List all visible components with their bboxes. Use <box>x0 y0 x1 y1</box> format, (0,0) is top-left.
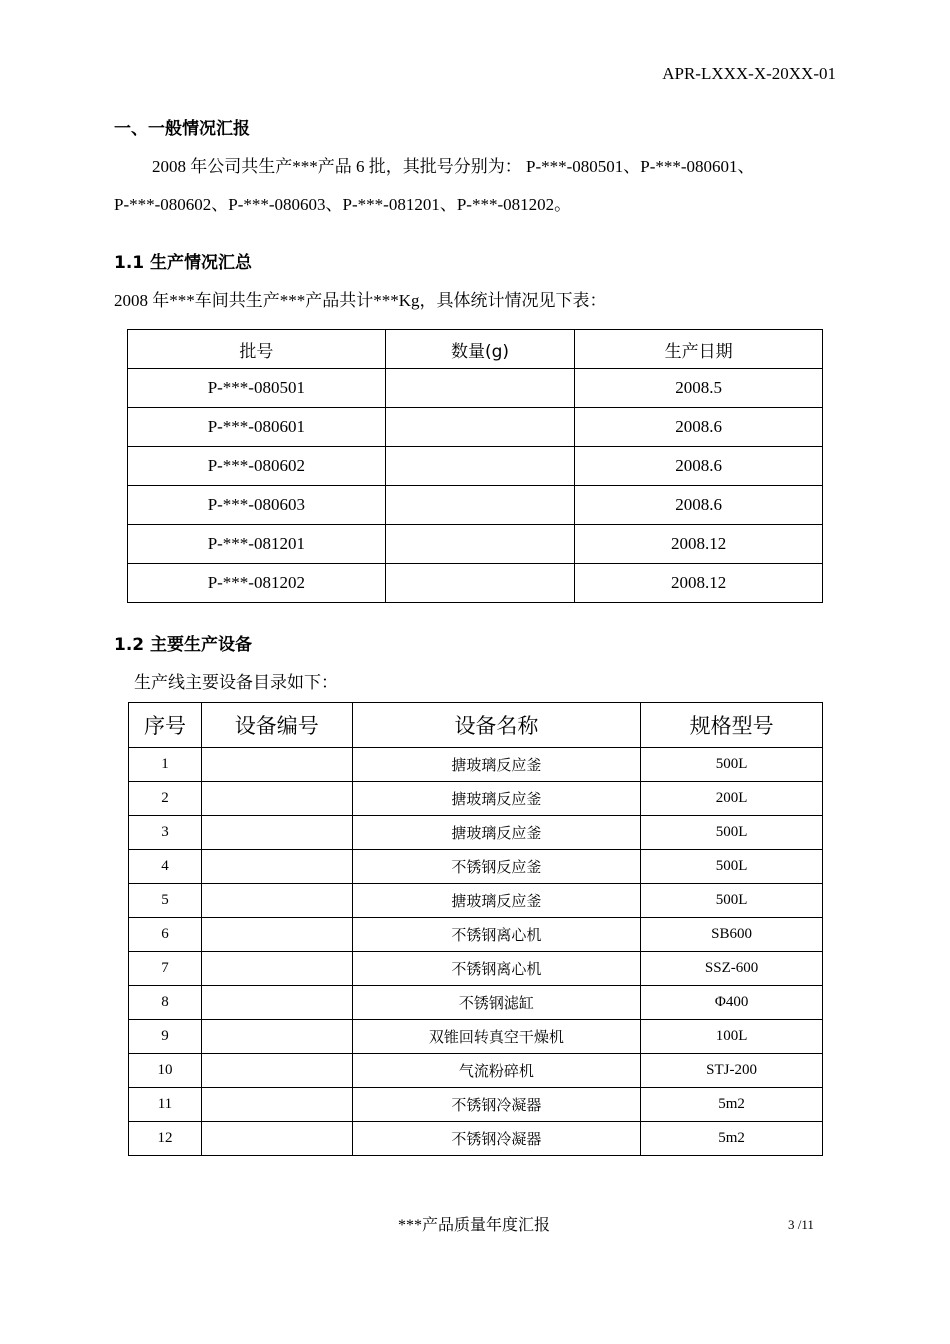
column-header-production-date: 生产日期 <box>575 330 823 369</box>
equipment-name-cell: 搪玻璃反应釜 <box>352 748 641 782</box>
equipment-intro: 生产线主要设备目录如下： <box>134 673 338 692</box>
equipment-table <box>128 702 823 1156</box>
batch-no-cell: P-***-080601 <box>128 408 386 447</box>
equipment-table-row <box>129 986 823 1020</box>
quantity-cell <box>385 564 575 603</box>
seq-cell: 12 <box>129 1122 202 1156</box>
model-spec-cell: 200L <box>641 782 823 816</box>
model-spec-cell: STJ-200 <box>641 1054 823 1088</box>
equipment-name-cell: 不锈钢离心机 <box>352 952 641 986</box>
equipment-code-cell <box>201 816 352 850</box>
equipment-code-cell <box>201 1054 352 1088</box>
production-date-cell: 2008.12 <box>575 564 823 603</box>
model-spec-cell: 500L <box>641 884 823 918</box>
equipment-table-row <box>129 1020 823 1054</box>
production-date-cell: 2008.6 <box>575 447 823 486</box>
equipment-code-cell <box>201 1020 352 1054</box>
equipment-code-cell <box>201 748 352 782</box>
production-date-cell: 2008.5 <box>575 369 823 408</box>
equipment-code-cell <box>201 1122 352 1156</box>
equipment-name-cell: 双锥回转真空干燥机 <box>352 1020 641 1054</box>
production-date-cell: 2008.6 <box>575 408 823 447</box>
equipment-table-header <box>129 703 823 748</box>
seq-cell: 4 <box>129 850 202 884</box>
model-spec-cell: 500L <box>641 850 823 884</box>
equipment-code-cell <box>201 782 352 816</box>
model-spec-cell: 500L <box>641 748 823 782</box>
batch-table-header <box>128 330 823 369</box>
document-id: APR-LXXX-X-20XX-01 <box>662 64 836 83</box>
equipment-code-cell <box>201 1088 352 1122</box>
equipment-table-row <box>129 782 823 816</box>
equipment-name-cell: 不锈钢离心机 <box>352 918 641 952</box>
equipment-name-cell: 不锈钢冷凝器 <box>352 1122 641 1156</box>
equipment-table-row <box>129 1088 823 1122</box>
equipment-name-cell: 搪玻璃反应釜 <box>352 782 641 816</box>
production-date-cell: 2008.6 <box>575 486 823 525</box>
batch-table-row <box>128 408 823 447</box>
batch-table-row <box>128 564 823 603</box>
footer-title: ***产品质量年度汇报 <box>398 1217 551 1234</box>
batch-no-cell: P-***-080603 <box>128 486 386 525</box>
seq-cell: 8 <box>129 986 202 1020</box>
batch-no-cell: P-***-081202 <box>128 564 386 603</box>
seq-cell: 1 <box>129 748 202 782</box>
seq-cell: 5 <box>129 884 202 918</box>
general-paragraph-line-2: P-***-080602、P-***-080603、P-***-081201、P-***-081202。 <box>114 195 572 214</box>
quantity-cell <box>385 525 575 564</box>
equipment-table-row <box>129 952 823 986</box>
equipment-name-cell: 不锈钢滤缸 <box>352 986 641 1020</box>
equipment-code-cell <box>201 918 352 952</box>
seq-cell: 2 <box>129 782 202 816</box>
equipment-name-cell: 搪玻璃反应釜 <box>352 884 641 918</box>
equipment-name-cell: 不锈钢反应釜 <box>352 850 641 884</box>
batch-table-row <box>128 525 823 564</box>
equipment-name-cell: 气流粉碎机 <box>352 1054 641 1088</box>
seq-cell: 3 <box>129 816 202 850</box>
seq-cell: 7 <box>129 952 202 986</box>
equipment-table-row <box>129 1054 823 1088</box>
equipment-name-cell: 搪玻璃反应釜 <box>352 816 641 850</box>
quantity-cell <box>385 369 575 408</box>
seq-cell: 9 <box>129 1020 202 1054</box>
batch-no-cell: P-***-081201 <box>128 525 386 564</box>
section-heading-general: 一、一般情况汇报 <box>114 119 250 139</box>
equipment-code-cell <box>201 986 352 1020</box>
model-spec-cell: SSZ-600 <box>641 952 823 986</box>
seq-cell: 11 <box>129 1088 202 1122</box>
equipment-name-cell: 不锈钢冷凝器 <box>352 1088 641 1122</box>
general-paragraph-line-1: 2008 年公司共生产***产品 6 批，其批号分别为： P-***-080501、P-***-080601、 <box>152 157 755 176</box>
equipment-table-row <box>129 918 823 952</box>
equipment-code-cell <box>201 952 352 986</box>
column-header-model-spec: 规格型号 <box>641 703 823 748</box>
column-header-seq: 序号 <box>129 703 202 748</box>
seq-cell: 10 <box>129 1054 202 1088</box>
equipment-code-cell <box>201 850 352 884</box>
batch-table-row <box>128 447 823 486</box>
quantity-cell <box>385 447 575 486</box>
batch-table-row <box>128 369 823 408</box>
equipment-table-row <box>129 816 823 850</box>
column-header-batch-no: 批号 <box>128 330 386 369</box>
quantity-cell <box>385 486 575 525</box>
model-spec-cell: Φ400 <box>641 986 823 1020</box>
batch-no-cell: P-***-080602 <box>128 447 386 486</box>
equipment-code-cell <box>201 884 352 918</box>
column-header-equipment-code: 设备编号 <box>201 703 352 748</box>
equipment-table-row <box>129 748 823 782</box>
equipment-table-row <box>129 850 823 884</box>
model-spec-cell: 500L <box>641 816 823 850</box>
production-date-cell: 2008.12 <box>575 525 823 564</box>
batch-no-cell: P-***-080501 <box>128 369 386 408</box>
column-header-quantity: 数量(g) <box>385 330 575 369</box>
column-header-equipment-name: 设备名称 <box>352 703 641 748</box>
equipment-table-row <box>129 884 823 918</box>
batch-table <box>127 329 823 603</box>
model-spec-cell: SB600 <box>641 918 823 952</box>
page-number: 3 /11 <box>788 1217 814 1232</box>
quantity-cell <box>385 408 575 447</box>
seq-cell: 6 <box>129 918 202 952</box>
section-heading-equipment: 1.2 主要生产设备 <box>114 635 253 655</box>
section-heading-production-summary: 1.1 生产情况汇总 <box>114 253 253 273</box>
equipment-table-row <box>129 1122 823 1156</box>
batch-table-row <box>128 486 823 525</box>
production-summary-intro: 2008 年***车间共生产***产品共计***Kg，具体统计情况见下表： <box>114 291 607 310</box>
model-spec-cell: 5m2 <box>641 1122 823 1156</box>
model-spec-cell: 100L <box>641 1020 823 1054</box>
model-spec-cell: 5m2 <box>641 1088 823 1122</box>
